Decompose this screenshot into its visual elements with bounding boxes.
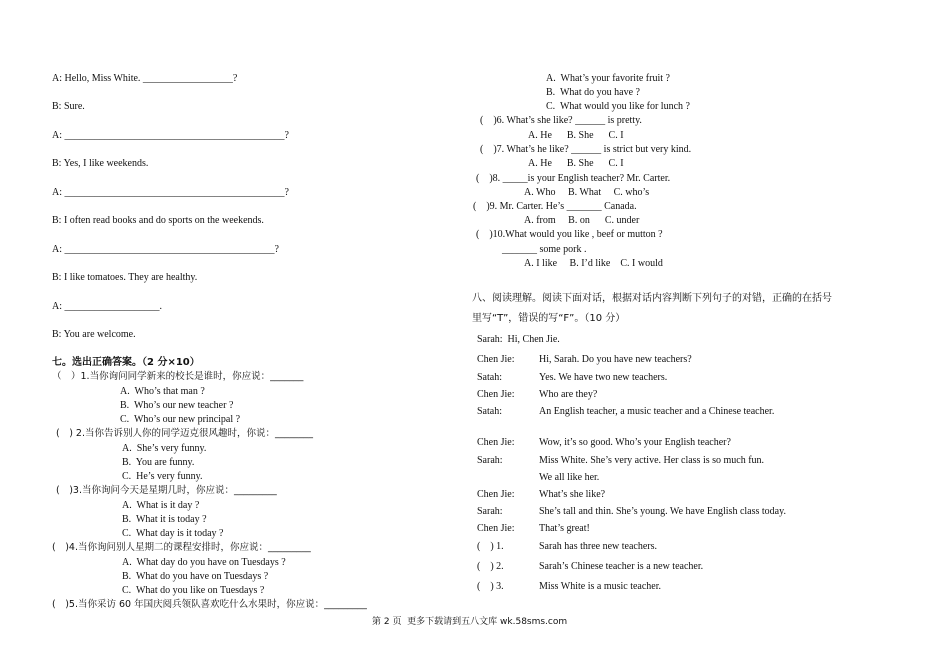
speaker: Sarah: <box>477 455 503 466</box>
utterance: Hi, Sarah. Do you have new teachers? <box>539 354 692 365</box>
dialog-line: B: I like tomatoes. They are healthy. <box>52 272 198 283</box>
option: C. What do you like on Tuesdays ? <box>122 585 265 596</box>
utterance: That’s great! <box>539 523 590 534</box>
option: B. What it is today ? <box>122 514 207 525</box>
page-footer: 第 2 页 更多下载请到五八文库 wk.58sms.com <box>372 617 568 627</box>
utterance: She’s tall and thin. She’s young. We have English class today. <box>539 506 786 517</box>
question: ( )3.当你询问今天是星期几时，你应说：_________ <box>56 485 277 496</box>
speaker: Chen Jie: <box>477 489 515 500</box>
dialog-line: A: ___________________. <box>52 301 162 312</box>
option: A. from B. on C. under <box>524 215 640 226</box>
speaker: Chen Jie: <box>477 523 515 534</box>
speaker: Satah: <box>477 406 502 417</box>
option: B. What do you have on Tuesdays ? <box>122 571 269 582</box>
judgment-number: ( ) 3. <box>477 581 504 592</box>
option: A. What is it day ? <box>122 500 200 511</box>
question: ( )7. What’s he like? ______ is strict but very kind. <box>480 144 692 155</box>
question: ( )5.当你采访 60 年国庆阅兵领队喜欢吃什么水果时，你应说：_________ <box>52 599 367 610</box>
question: ( )9. Mr. Carter. He’s _______ Canada. <box>473 201 637 212</box>
option: A. I like B. I’d like C. I would <box>524 258 663 269</box>
dialog-line: A: Hello, Miss White. __________________? <box>52 73 238 84</box>
option: A. What day do you have on Tuesdays ? <box>122 557 286 568</box>
dialog-line: B: I often read books and do sports on the weekends. <box>52 215 264 226</box>
utterance: Yes. We have two new teachers. <box>539 372 668 383</box>
option: A. What’s your favorite fruit ? <box>546 73 670 84</box>
utterance: An English teacher, a music teacher and a Chinese teacher. <box>539 406 775 417</box>
speaker: Sarah: <box>477 506 503 517</box>
option: A. Who B. What C. who’s <box>524 187 650 198</box>
speaker: Chen Jie: <box>477 389 515 400</box>
dialog-line: A: ____________________________________________? <box>52 187 289 198</box>
dialog-line: B: You are welcome. <box>52 329 136 340</box>
section-7-title: 七。选出正确答案。（2 分×10） <box>52 357 200 368</box>
section-8-title: 八、阅读理解。阅读下面对话，根据对话内容判断下列句子的对错，正确的在括号 <box>472 293 832 304</box>
utterance: Wow, it’s so good. Who’s your English teacher? <box>539 437 731 448</box>
option: A. He B. She C. I <box>528 158 624 169</box>
option: A. Who’s that man ? <box>120 386 205 397</box>
judgment-statement: Miss White is a music teacher. <box>539 581 662 592</box>
utterance: Miss White. She’s very active. Her class is so much fun. <box>539 455 765 466</box>
dialog-line: A: ____________________________________________? <box>52 130 289 141</box>
option: C. What would you like for lunch ? <box>546 101 690 112</box>
judgment-statement: Sarah has three new teachers. <box>539 541 657 552</box>
dialog-line: B: Yes, I like weekends. <box>52 158 149 169</box>
option: B. What do you have ? <box>546 87 640 98</box>
judgment-number: ( ) 1. <box>477 541 504 552</box>
dialog-line: B: Sure. <box>52 101 85 112</box>
answer-line: _______ some pork . <box>502 244 587 255</box>
option: C. He’s very funny. <box>122 471 203 482</box>
judgment-number: ( ) 2. <box>477 561 504 572</box>
question: ( )10.What would you like , beef or mutton ? <box>476 229 663 240</box>
speaker: Chen Jie: <box>477 354 515 365</box>
question: ( ) 2.当你告诉别人你的同学迈克很风趣时，你说：________ <box>56 428 313 439</box>
option: B. Who’s our new teacher ? <box>120 400 234 411</box>
question: ( )8. _____is your English teacher? Mr. Carter. <box>476 173 671 184</box>
utterance: What’s she like? <box>539 489 606 500</box>
option: A. He B. She C. I <box>528 130 624 141</box>
speaker: Chen Jie: <box>477 437 515 448</box>
dialog-line: A: __________________________________________? <box>52 244 279 255</box>
speaker: Satah: <box>477 372 502 383</box>
dialog-intro: Sarah: Hi, Chen Jie. <box>477 334 560 345</box>
judgment-statement: Sarah’s Chinese teacher is a new teacher. <box>539 561 704 572</box>
option: C. What day is it today ? <box>122 528 224 539</box>
option: A. She’s very funny. <box>122 443 207 454</box>
utterance: Who are they? <box>539 389 598 400</box>
section-8-title-cont: 里写“T”，错误的写“F”。（10 分） <box>472 313 626 324</box>
question: ( )6. What’s she like? ______ is pretty. <box>480 115 642 126</box>
option: C. Who’s our new principal ? <box>120 414 241 425</box>
utterance: We all like her. <box>539 472 600 483</box>
question: ( )4.当你询问别人星期二的课程安排时，你应说：_________ <box>52 542 311 553</box>
question: （ ）1.当你询问同学新来的校长是谁时，你应说：_______ <box>52 371 304 382</box>
option: B. You are funny. <box>122 457 195 468</box>
